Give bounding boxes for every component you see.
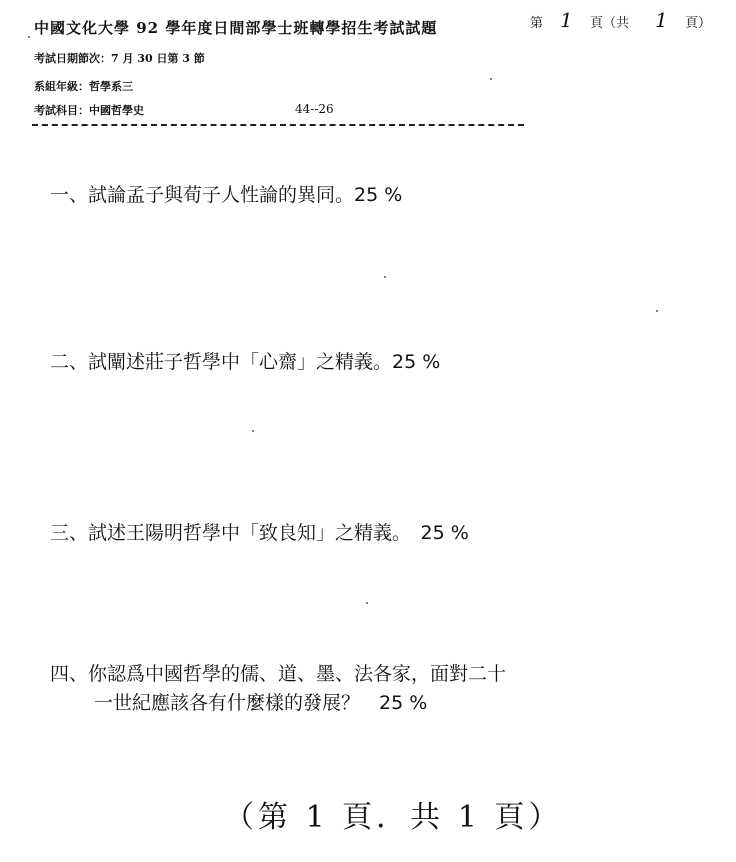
question-4-line-2: 一世紀應該各有什麼樣的發展？ 25 %	[94, 692, 428, 714]
page-label-prefix: 第	[530, 16, 544, 31]
question-1: 一、試論孟子與荀子人性論的異同。25 %	[50, 184, 403, 206]
scan-speck	[384, 276, 386, 278]
scan-speck	[252, 430, 254, 432]
page-label-middle: 頁（共	[590, 16, 630, 31]
scan-speck	[28, 36, 30, 38]
page-label-suffix: 頁）	[685, 16, 712, 31]
exam-code: 44--26	[295, 102, 334, 116]
scan-speck	[366, 602, 368, 604]
page-number-handwritten: 1	[560, 8, 573, 32]
exam-subject: 考試科目：中國哲學史	[34, 104, 144, 117]
scan-speck	[490, 78, 492, 80]
scan-speck	[656, 310, 658, 312]
question-4-line-1: 四、你認爲中國哲學的儒、道、墨、法各家，面對二十	[50, 663, 507, 685]
exam-date: 考試日期節次：7 月 30 日第 3 節	[34, 52, 205, 65]
department-year: 系組年級：哲學系三	[34, 80, 133, 93]
exam-title: 中國文化大學 92 學年度日間部學士班轉學招生考試試題	[34, 19, 438, 37]
header-divider	[32, 124, 524, 126]
question-2: 二、試闡述莊子哲學中「心齋」之精義。25 %	[50, 351, 441, 373]
page-total-handwritten: 1	[655, 8, 668, 32]
question-3: 三、試述王陽明哲學中「致良知」之精義。 25 %	[50, 522, 469, 544]
page-footer: （第 1 頁．共 1 頁）	[224, 800, 563, 835]
